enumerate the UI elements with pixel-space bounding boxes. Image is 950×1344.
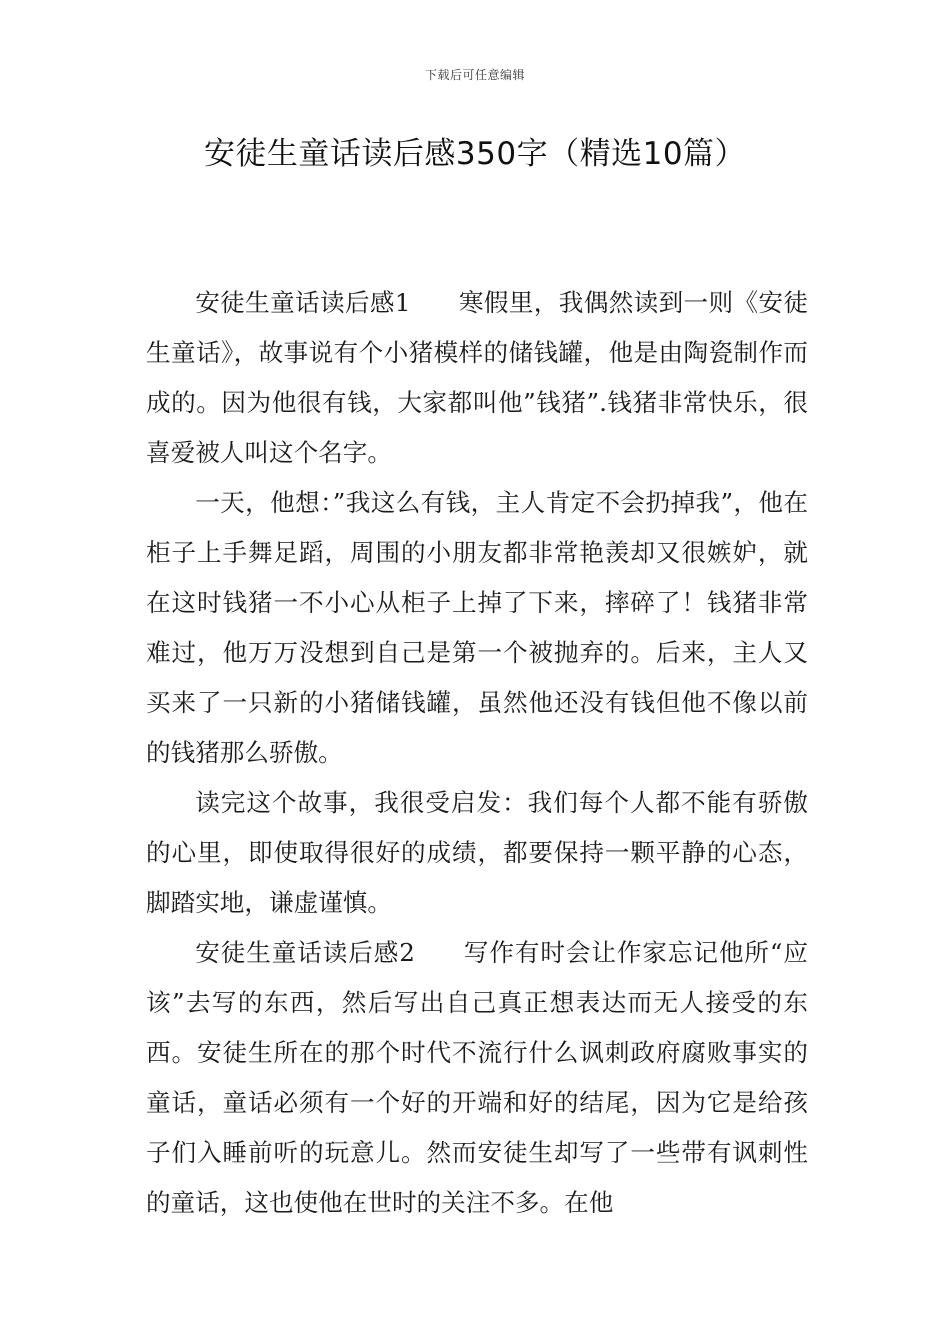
paragraph-4: [146, 928, 808, 1228]
paragraph-text: 一天，他想：”我这么有钱，主人肯定不会扔掉我”，他在柜子上手舞足蹈，周围的小朋友都非常艳羡却又很嫉妒，就在这时钱猪一不小心从柜子上掉了下来，摔碎了！钱猪非常难过，他万万没想到自己是第一个被抛弃的。后来，主人又买来了一只新的小猪储钱罐，虽然他还没有钱但他不像以前的钱猪那么骄傲。: [146, 488, 808, 767]
paragraph-text: 写作有时会让作家忘记他所“应该”去写的东西，然后写出自己真正想表达而无人接受的东西。安徒生所在的那个时代不流行什么讽刺政府腐败事实的童话，童话必须有一个好的开端和好的结尾，因为它是给孩子们入睡前听的玩意儿。然而安徒生却写了一些带有讽刺性的童话，这也使他在世时的关注不多。在他: [146, 938, 808, 1217]
essay-heading-1: 安徒生童话读后感1: [195, 288, 411, 317]
document-body: [146, 278, 808, 1228]
document-title: 安徒生童话读后感350字（精选10篇）: [203, 136, 747, 172]
essay-heading-2: 安徒生童话读后感2: [195, 938, 415, 967]
header-note: 下载后可任意编辑: [424, 68, 525, 82]
paragraph-1: [146, 278, 808, 478]
paragraph-text: 读完这个故事，我很受启发：我们每个人都不能有骄傲的心里，即使取得很好的成绩，都要保持一颗平静的心态，脚踏实地，谦虚谨慎。: [146, 788, 808, 917]
paragraph-text: 寒假里，我偶然读到一则《安徒生童话》，故事说有个小猪模样的储钱罐，他是由陶瓷制作而成的。因为他很有钱，大家都叫他”钱猪”.钱猪非常快乐，很喜爱被人叫这个名字。: [146, 288, 808, 467]
paragraph-2: [146, 478, 808, 778]
paragraph-3: [146, 778, 808, 928]
